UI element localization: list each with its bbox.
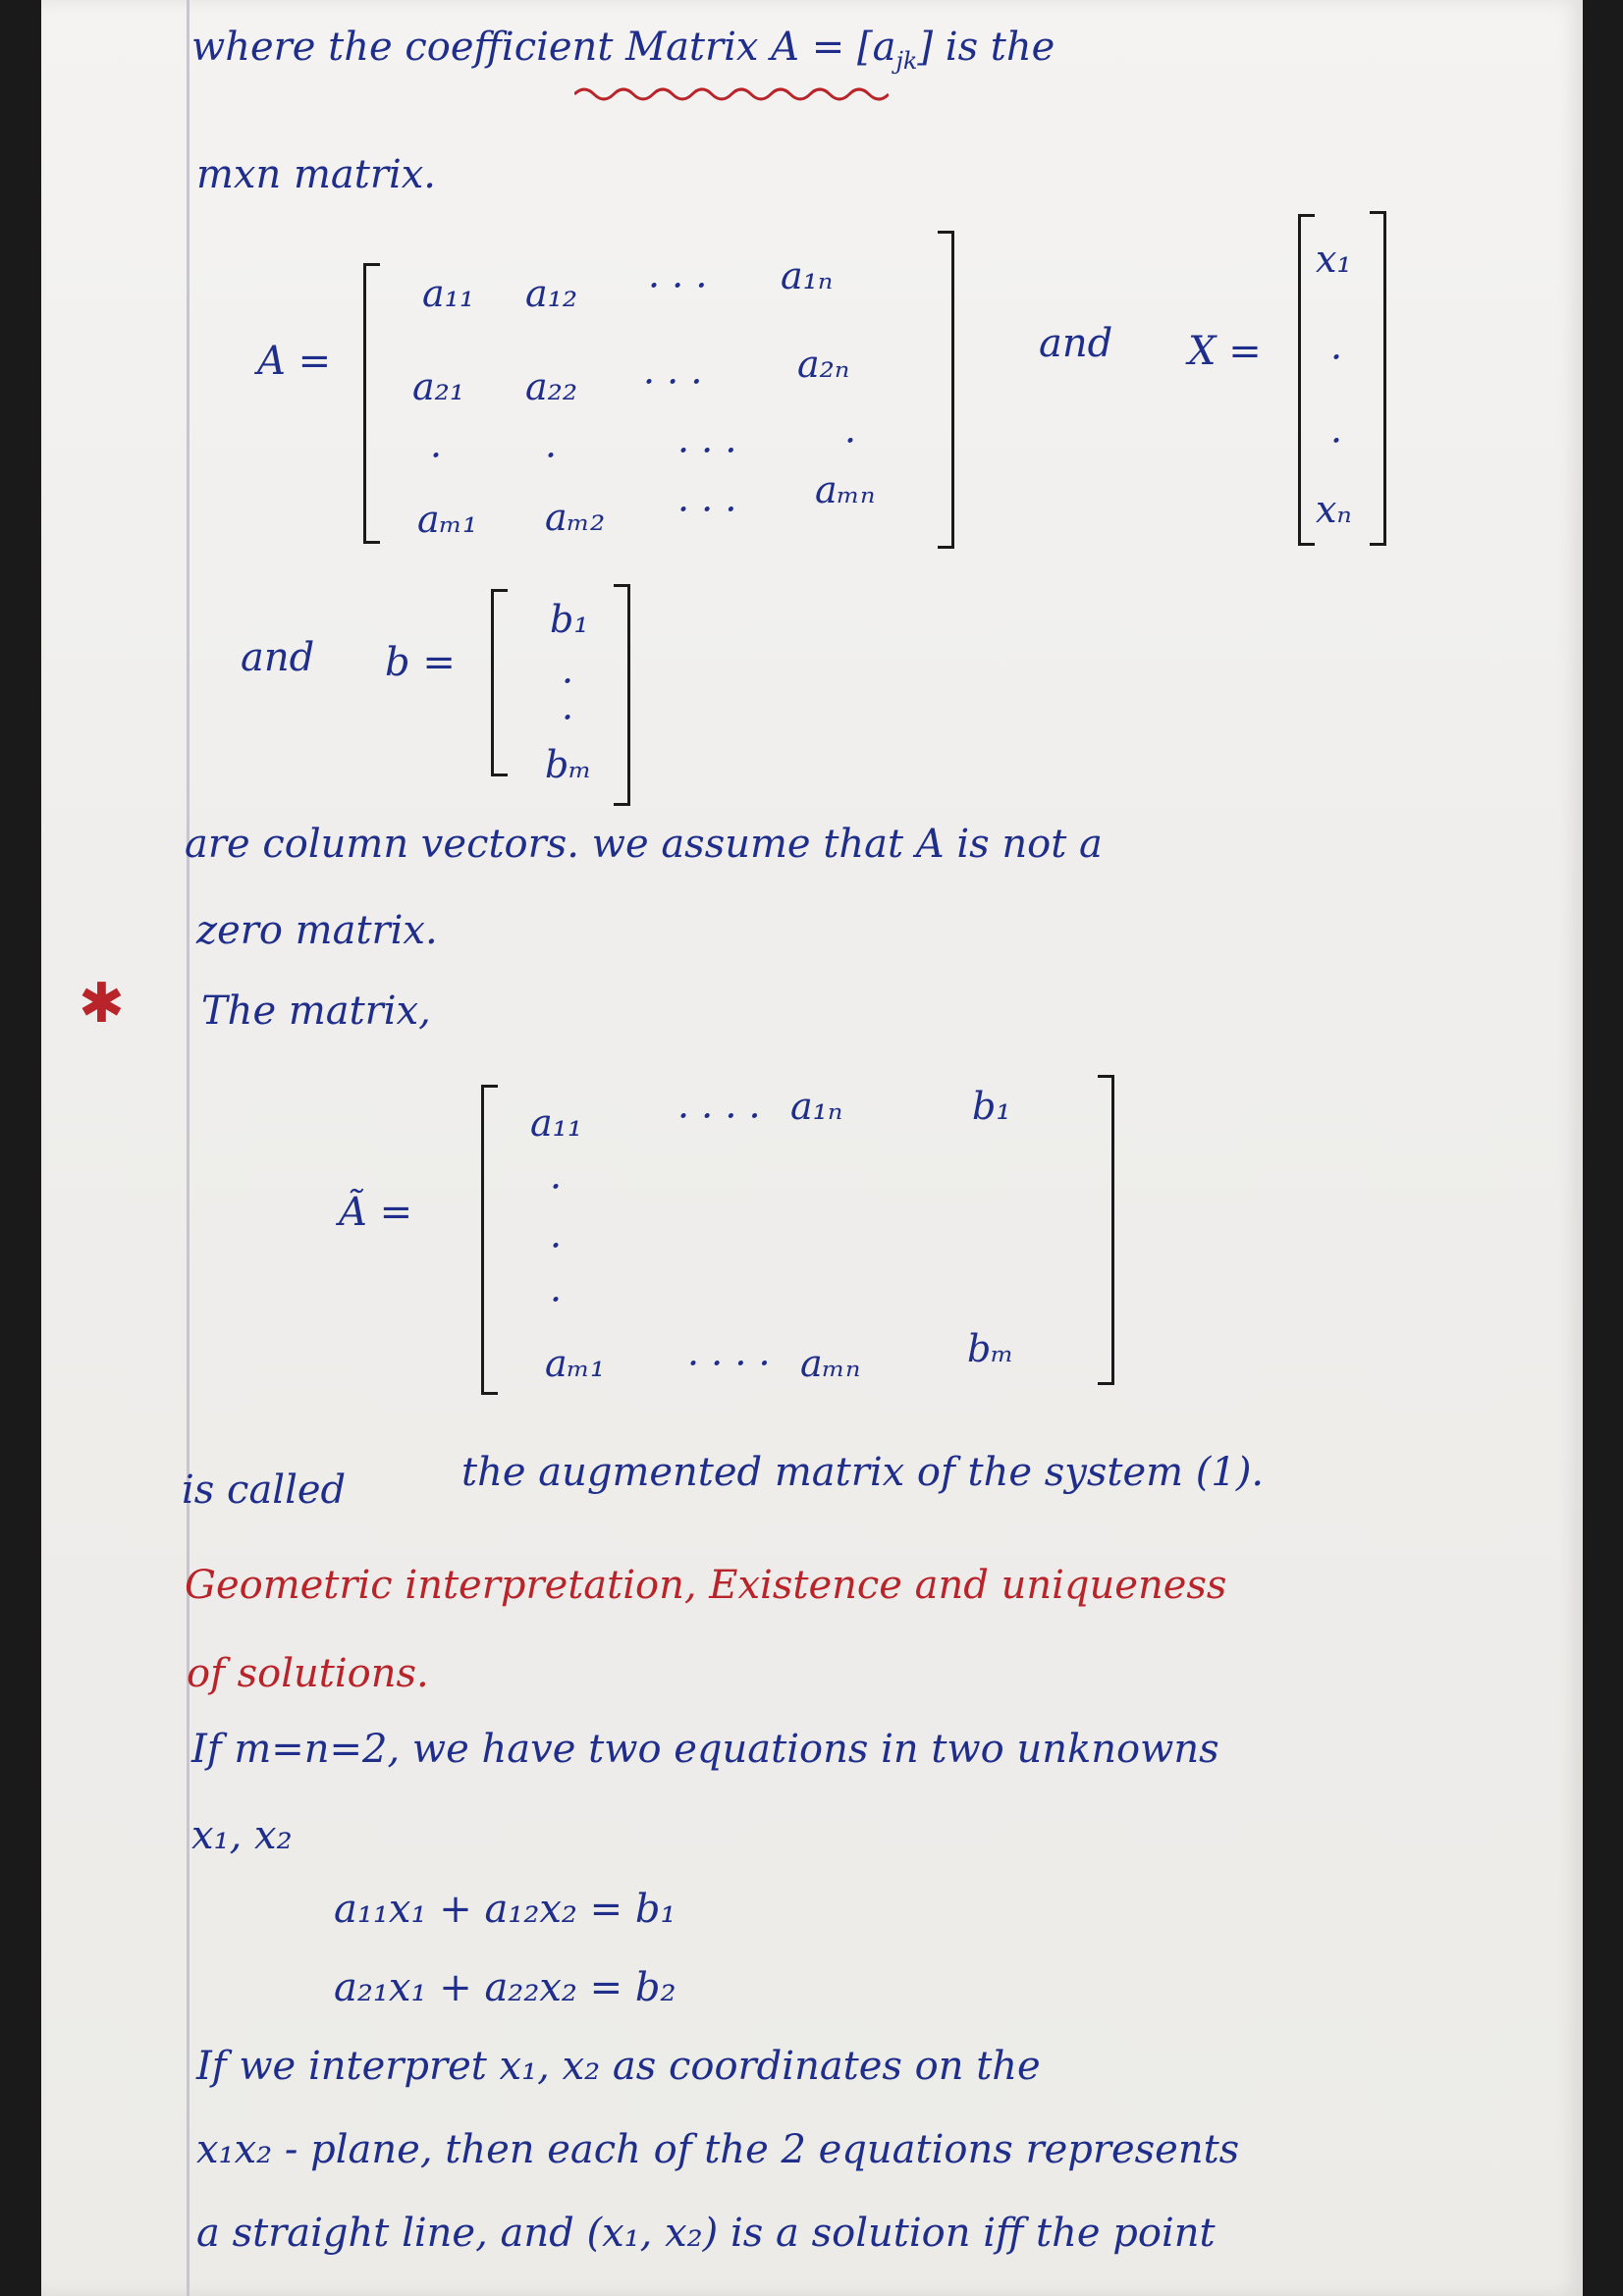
vector-b-entry: bₘ bbox=[545, 743, 592, 786]
matrix-a-cell: a₂ₙ bbox=[797, 343, 850, 386]
augmented-cell: aₘ₁ bbox=[545, 1342, 606, 1385]
text-if-we-interpret: If we interpret x₁, x₂ as coordinates on the bbox=[196, 2044, 1041, 2089]
vector-x-entry: · bbox=[1330, 419, 1343, 462]
matrix-a-cell: aₘ₁ bbox=[417, 498, 478, 541]
vector-b-right-bracket bbox=[614, 584, 630, 806]
matrix-a-cell: aₘ₂ bbox=[545, 496, 606, 539]
augmented-cell: · bbox=[550, 1224, 563, 1267]
matrix-a-cell: a₁₂ bbox=[525, 272, 578, 315]
vector-x-right-bracket bbox=[1370, 211, 1386, 546]
augmented-left-bracket bbox=[481, 1085, 498, 1395]
matrix-a-cell: a₁₁ bbox=[422, 272, 475, 315]
text-augmented-matrix: the augmented matrix of the system (1). bbox=[461, 1450, 1265, 1495]
matrix-a-cell: · · · bbox=[677, 488, 737, 531]
matrix-a-cell: a₂₁ bbox=[412, 365, 465, 408]
augmented-cell: · bbox=[550, 1165, 563, 1208]
augmented-cell: aₘₙ bbox=[800, 1342, 861, 1385]
text-straight-line: a straight line, and (x₁, x₂) is a solution iff the point bbox=[196, 2211, 1216, 2256]
text-x1x2-plane: x₁x₂ - plane, then each of the 2 equations represents bbox=[196, 2127, 1240, 2172]
heading-of-solutions: of solutions. bbox=[187, 1651, 429, 1696]
vector-x-entry: xₙ bbox=[1316, 488, 1352, 531]
equation-1: a₁₁x₁ + a₁₂x₂ = b₁ bbox=[334, 1887, 676, 1932]
subscript-jk: jk bbox=[895, 47, 918, 75]
matrix-a-left-bracket bbox=[363, 263, 380, 544]
vector-b-entry: · bbox=[562, 660, 574, 703]
text-is-the: ] is the bbox=[917, 25, 1055, 70]
augmented-cell: · · · · bbox=[687, 1342, 771, 1385]
vector-x-left-bracket bbox=[1298, 214, 1315, 546]
augmented-cell: b₁ bbox=[972, 1085, 1011, 1128]
text-zero-matrix: zero matrix. bbox=[196, 908, 438, 953]
heading-geometric-interpretation: Geometric interpretation, Existence and uniqueness bbox=[185, 1563, 1227, 1608]
augmented-cell: a₁ₙ bbox=[790, 1085, 843, 1128]
label-b-equals: b = bbox=[385, 640, 456, 685]
text-coefficient-matrix: where the coefficient Matrix A = [a bbox=[191, 25, 896, 70]
text-mxn-matrix: mxn matrix. bbox=[196, 152, 437, 197]
augmented-right-bracket bbox=[1098, 1075, 1114, 1385]
matrix-a-right-bracket bbox=[938, 231, 954, 549]
matrix-a-cell: aₘₙ bbox=[815, 468, 876, 511]
text-is-called: is called bbox=[182, 1468, 347, 1513]
text-x1-x2: x₁, x₂ bbox=[191, 1813, 293, 1858]
augmented-cell: a₁₁ bbox=[530, 1101, 583, 1145]
augmented-cell: · · · · bbox=[677, 1095, 761, 1138]
vector-x-entry: · bbox=[1330, 336, 1343, 379]
vector-x-entry: x₁ bbox=[1316, 238, 1352, 281]
matrix-a-cell: · · · bbox=[648, 264, 708, 307]
matrix-a-cell: a₁ₙ bbox=[781, 254, 834, 297]
matrix-a-cell: · bbox=[430, 434, 443, 477]
matrix-a-cell: · bbox=[545, 434, 558, 477]
label-a-equals: A = bbox=[257, 339, 332, 384]
text-and: and bbox=[1039, 321, 1113, 366]
asterisk-icon: ✱ bbox=[79, 972, 125, 1036]
text-the-matrix: The matrix, bbox=[201, 988, 431, 1034]
vector-b-entry: · bbox=[562, 696, 574, 739]
matrix-a-cell: a₂₂ bbox=[525, 365, 578, 408]
matrix-a-cell: · · · bbox=[643, 360, 703, 403]
text-line-coefficient bbox=[191, 27, 1055, 73]
label-x-equals: X = bbox=[1188, 329, 1262, 374]
matrix-a-cell: · · · bbox=[677, 429, 737, 472]
augmented-cell: bₘ bbox=[967, 1327, 1014, 1370]
label-a-tilde-equals: Ã = bbox=[339, 1190, 413, 1235]
text-if-m-n-2: If m=n=2, we have two equations in two unknowns bbox=[191, 1727, 1219, 1772]
margin-line bbox=[187, 0, 189, 2296]
vector-b-entry: b₁ bbox=[550, 598, 589, 641]
text-and: and bbox=[241, 635, 315, 680]
augmented-cell: · bbox=[550, 1278, 563, 1321]
equation-2: a₂₁x₁ + a₂₂x₂ = b₂ bbox=[334, 1965, 676, 2010]
red-squiggle-underline bbox=[574, 82, 889, 102]
text-column-vectors: are column vectors. we assume that A is not a bbox=[185, 822, 1103, 867]
vector-b-left-bracket bbox=[491, 589, 508, 776]
matrix-a-cell: · bbox=[844, 419, 857, 462]
